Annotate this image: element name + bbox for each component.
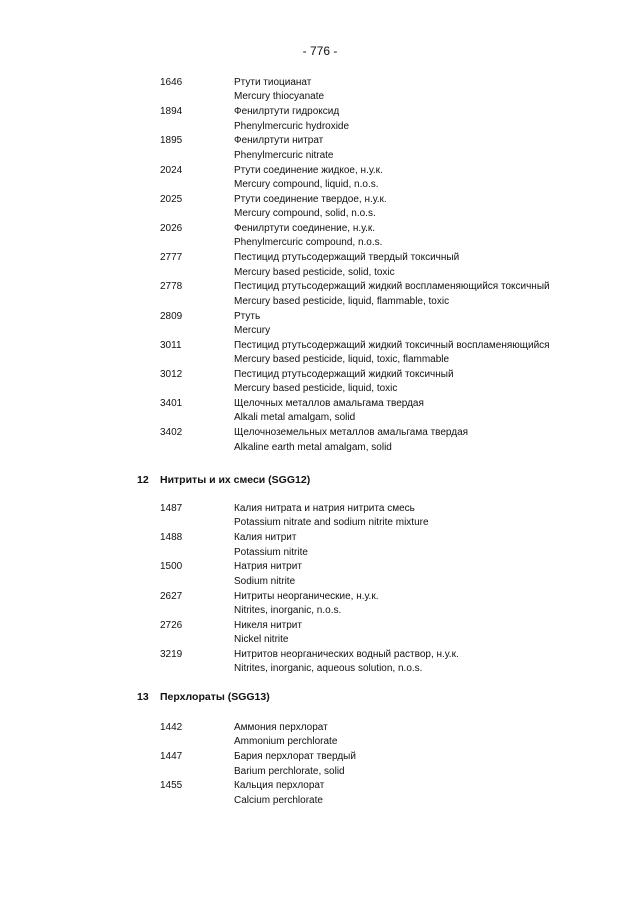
name-en: Mercury thiocyanate	[234, 91, 325, 103]
name-ru: Щелочноземельных металлов амальгама твердая	[234, 427, 469, 439]
list-item	[0, 397, 640, 426]
un-number: 1455	[160, 780, 183, 792]
un-number: 2026	[160, 222, 183, 234]
name-en: Nickel nitrite	[234, 634, 289, 646]
name-ru: Ртути соединение твердое, н.у.к.	[234, 193, 387, 205]
name-ru: Фенилртути гидроксид	[234, 106, 340, 118]
name-ru: Калия нитрит	[234, 532, 297, 544]
un-number: 3012	[160, 368, 183, 380]
name-ru: Никеля нитрит	[234, 619, 302, 631]
name-ru: Нитриты неорганические, н.у.к.	[234, 590, 379, 602]
section-title: Перхлораты (SGG13)	[160, 691, 270, 703]
perchlorate-entries	[0, 721, 640, 809]
section-heading-13	[0, 690, 640, 704]
name-en: Ammonium perchlorate	[234, 736, 338, 748]
list-item	[0, 164, 640, 193]
list-item	[0, 779, 640, 808]
name-en: Nitrites, inorganic, aqueous solution, n.o.s.	[234, 663, 423, 675]
name-en: Mercury based pesticide, liquid, flammable, toxic	[234, 295, 450, 307]
name-en: Mercury based pesticide, solid, toxic	[234, 266, 395, 278]
section-heading-12	[0, 473, 640, 487]
name-ru: Пестицид ртутьсодержащий жидкий воспламеняющийся токсичный	[234, 281, 550, 293]
list-item	[0, 76, 640, 105]
name-ru: Кальция перхлорат	[234, 780, 325, 792]
name-en: Calcium perchlorate	[234, 794, 323, 806]
name-ru: Аммония перхлорат	[234, 722, 328, 733]
section-number: 12	[137, 474, 149, 486]
un-number: 3401	[160, 398, 183, 410]
name-ru: Фенилртути нитрат	[234, 135, 324, 147]
name-ru: Бария перхлорат твердый	[234, 751, 356, 763]
un-number: 1894	[160, 106, 183, 118]
list-item	[0, 619, 640, 648]
page-number: - 776 -	[302, 44, 338, 58]
name-en: Mercury based pesticide, liquid, toxic	[234, 383, 398, 395]
list-item	[0, 193, 640, 222]
name-en: Mercury	[234, 324, 271, 336]
un-number: 2809	[160, 310, 183, 322]
name-en: Potassium nitrate and sodium nitrite mixture	[234, 517, 429, 529]
list-item	[0, 648, 640, 677]
list-item	[0, 251, 640, 280]
list-item	[0, 280, 640, 309]
list-item	[0, 590, 640, 619]
name-en: Phenylmercuric nitrate	[234, 149, 334, 161]
name-ru: Пестицид ртутьсодержащий твердый токсичный	[234, 252, 460, 264]
un-number: 2777	[160, 252, 183, 264]
un-number: 2627	[160, 590, 183, 602]
name-ru: Нитритов неорганических водный раствор, н.у.к.	[234, 648, 459, 660]
un-number: 1447	[160, 751, 183, 763]
name-ru: Пестицид ртутьсодержащий жидкий токсичный	[234, 368, 454, 380]
name-en: Alkali metal amalgam, solid	[234, 412, 356, 424]
name-en: Sodium nitrite	[234, 575, 296, 587]
name-ru: Ртути тиоцианат	[234, 77, 312, 88]
name-en: Potassium nitrite	[234, 546, 308, 558]
name-en: Phenylmercuric compound, n.o.s.	[234, 237, 383, 249]
un-number: 3011	[160, 339, 182, 351]
list-item	[0, 105, 640, 134]
section-number: 13	[137, 691, 149, 703]
section-title: Нитриты и их смеси (SGG12)	[160, 474, 311, 486]
name-en: Barium perchlorate, solid	[234, 765, 345, 777]
un-number: 3402	[160, 427, 183, 439]
name-ru: Натрия нитрит	[234, 561, 302, 573]
list-item	[0, 134, 640, 163]
name-en: Nitrites, inorganic, n.o.s.	[234, 604, 342, 616]
un-number: 2025	[160, 193, 183, 205]
list-item	[0, 368, 640, 397]
name-ru: Калия нитрата и натрия нитрита смесь	[234, 503, 415, 514]
name-en: Alkaline earth metal amalgam, solid	[234, 441, 392, 453]
list-item	[0, 560, 640, 589]
un-number: 1442	[160, 722, 183, 733]
list-item	[0, 339, 640, 368]
un-number: 1895	[160, 135, 183, 147]
name-ru: Ртути соединение жидкое, н.у.к.	[234, 164, 383, 176]
name-ru: Пестицид ртутьсодержащий жидкий токсичный воспламеняющийся	[234, 339, 550, 351]
list-item	[0, 426, 640, 455]
list-item	[0, 222, 640, 251]
un-number: 1487	[160, 503, 183, 514]
mercury-entries	[0, 76, 640, 455]
name-en: Mercury compound, solid, n.o.s.	[234, 208, 376, 220]
list-item	[0, 750, 640, 779]
list-item	[0, 531, 640, 560]
nitrite-entries	[0, 502, 640, 677]
un-number: 2778	[160, 281, 183, 293]
un-number: 2726	[160, 619, 183, 631]
un-number: 3219	[160, 648, 183, 660]
un-number: 1488	[160, 532, 183, 544]
name-ru: Фенилртути соединение, н.у.к.	[234, 222, 376, 234]
list-item	[0, 310, 640, 339]
un-number: 2024	[160, 164, 183, 176]
list-item	[0, 502, 640, 531]
list-item	[0, 721, 640, 750]
name-ru: Ртуть	[234, 310, 261, 322]
un-number: 1500	[160, 561, 183, 573]
name-ru: Щелочных металлов амальгама твердая	[234, 398, 424, 410]
name-en: Phenylmercuric hydroxide	[234, 120, 350, 132]
un-number: 1646	[160, 77, 183, 88]
name-en: Mercury compound, liquid, n.o.s.	[234, 178, 379, 190]
name-en: Mercury based pesticide, liquid, toxic, flammable	[234, 354, 450, 366]
